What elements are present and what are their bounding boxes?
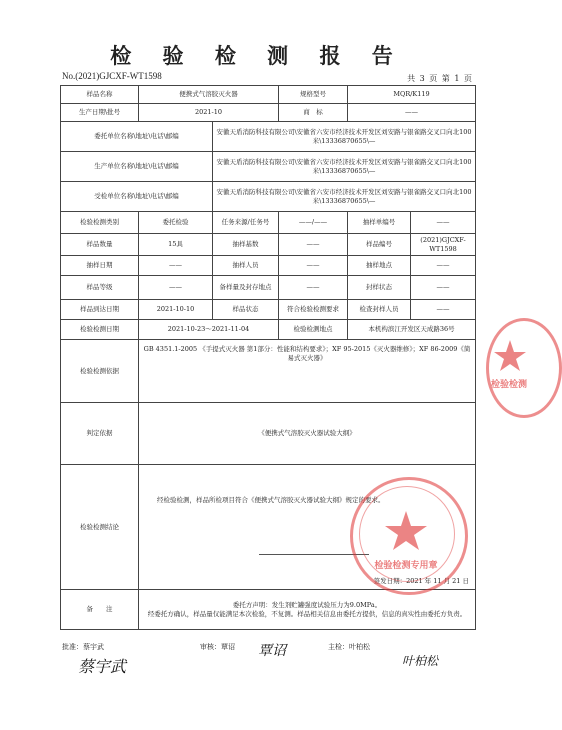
- reviewer-label: 审核：覃诏: [200, 643, 235, 651]
- cell-value: (2021)GJCXF-WT1598: [411, 234, 476, 256]
- approver-signature: 蔡宇武: [78, 657, 127, 676]
- remarks-line: 委托方声明：发生剂贮罐强度试验压力为9.0MPa。: [232, 600, 382, 609]
- cell-label: 样品到达日期: [61, 300, 139, 320]
- conclusion-text: 经检验检测，样品所检项目符合《便携式气溶胶灭火器试验大纲》规定的要求。: [157, 495, 385, 504]
- inspection-seal: [350, 477, 468, 595]
- table-row: [61, 256, 476, 276]
- table-row: [61, 104, 476, 122]
- seal-text: 检验检测专用章: [374, 561, 438, 571]
- cell-label: 样品数量: [61, 234, 139, 256]
- table-row: [61, 276, 476, 300]
- cell-label: 检查封样人员: [348, 300, 411, 320]
- table-row: [61, 300, 476, 320]
- seal-text: 检验检测: [491, 380, 528, 390]
- report-title: 检 验 检 测 报 告: [110, 43, 405, 68]
- reviewer-signature: 覃诏: [258, 643, 286, 659]
- cell-value: ——: [279, 256, 348, 276]
- table-row: [61, 320, 476, 340]
- table-row: [61, 234, 476, 256]
- cell-value: ——: [411, 276, 476, 300]
- test-date-value: 2021-10-23～2021-11-04: [139, 320, 279, 340]
- cell-value: ——: [411, 212, 476, 234]
- cell-label: 抽样基数: [213, 234, 279, 256]
- table-row: [61, 152, 476, 182]
- cell-value: ——: [411, 256, 476, 276]
- table-row: [61, 182, 476, 212]
- table-row: [61, 86, 476, 104]
- cell-value: ——/——: [279, 212, 348, 234]
- cell-label: 封样状态: [348, 276, 411, 300]
- cell-label: 检验检测依据: [61, 340, 139, 403]
- cell-value: ——: [139, 256, 213, 276]
- model-value: MQR/K119: [348, 86, 476, 104]
- cell-label: 抽样地点: [348, 256, 411, 276]
- table-row: [61, 340, 476, 403]
- cell-label: 样品名称: [61, 86, 139, 104]
- cell-value: ——: [279, 234, 348, 256]
- table-row: [61, 403, 476, 465]
- test-basis-value: GB 4351.1-2005 《手提式灭火器 第1部分：性能和结构要求》；XF 95-2015《灭火器维修》；XF 86-2009《简易式灭火器》: [139, 340, 476, 403]
- cell-label: 抽样日期: [61, 256, 139, 276]
- cell-label: 商 标: [279, 104, 348, 122]
- star-icon: [486, 318, 556, 412]
- star-icon: [350, 477, 462, 589]
- cell-label: 任务来源/任务号: [213, 212, 279, 234]
- trademark-value: ——: [348, 104, 476, 122]
- cell-label: 检验检测结论: [61, 465, 139, 590]
- report-number: No.(2021)GJCXF-WT1598: [62, 71, 162, 81]
- tester-label: 主检：叶柏松: [328, 643, 370, 651]
- cell-label: 检验检测日期: [61, 320, 139, 340]
- production-date-value: 2021-10: [139, 104, 279, 122]
- cell-label: 受检单位名称\地址\电话\邮编: [61, 182, 213, 212]
- remarks-cell: [139, 590, 476, 630]
- cell-value: 委托检验: [139, 212, 213, 234]
- cell-label: 备样量及封存地点: [213, 276, 279, 300]
- cell-label: 判定依据: [61, 403, 139, 465]
- cell-label: 样品等级: [61, 276, 139, 300]
- cell-label: 生产单位名称\地址\电话\邮编: [61, 152, 213, 182]
- cell-value: ——: [411, 300, 476, 320]
- approver-label: 批准：蔡宇武: [62, 643, 104, 651]
- cell-label: 抽样单编号: [348, 212, 411, 234]
- table-row: [61, 122, 476, 152]
- client-info-value: 安徽天盾消防科技有限公司\安徽省六安市经济技术开发区刘安路与银雀路交叉口向北100米\13336870655\—: [213, 122, 476, 152]
- issue-date: 签发日期：2021 年 11 月 21 日: [373, 576, 469, 585]
- sample-name-value: 便携式气溶胶灭火器: [139, 86, 279, 104]
- page-count: 共 3 页 第 1 页: [407, 74, 473, 83]
- table-row: [61, 212, 476, 234]
- edge-seal: [486, 318, 562, 418]
- cell-value: 15具: [139, 234, 213, 256]
- tester-signature: 叶柏松: [402, 654, 439, 668]
- inspected-unit-value: 安徽天盾消防科技有限公司\安徽省六安市经济技术开发区刘安路与银雀路交叉口向北100米\13336870655\—: [213, 182, 476, 212]
- cell-label: 规格型号: [279, 86, 348, 104]
- cell-label: 抽样人员: [213, 256, 279, 276]
- cell-label: 样品状态: [213, 300, 279, 320]
- cell-label: 样品编号: [348, 234, 411, 256]
- cell-label: 检验检测地点: [279, 320, 348, 340]
- cell-label: 委托单位名称\地址\电话\邮编: [61, 122, 213, 152]
- cell-label: 备 注: [61, 590, 139, 630]
- cell-label: 检验检测类别: [61, 212, 139, 234]
- cell-value: ——: [279, 276, 348, 300]
- cell-value: 2021-10-10: [139, 300, 213, 320]
- remarks-line: 经委托方确认，样品量仅能满足本次检验，不复测。样品相关信息由委托方提供，信息的真实性由委托方负责。: [147, 609, 467, 618]
- judgement-basis-value: 《便携式气溶胶灭火器试验大纲》: [139, 403, 476, 465]
- producer-info-value: 安徽天盾消防科技有限公司\安徽省六安市经济技术开发区刘安路与银雀路交叉口向北100米\13336870655\—: [213, 152, 476, 182]
- cell-value: ——: [139, 276, 213, 300]
- table-row: [61, 590, 476, 630]
- test-location-value: 本机构滨江开发区天成路36号: [348, 320, 476, 340]
- cell-value: 符合检验检测要求: [279, 300, 348, 320]
- cell-label: 生产日期\批号: [61, 104, 139, 122]
